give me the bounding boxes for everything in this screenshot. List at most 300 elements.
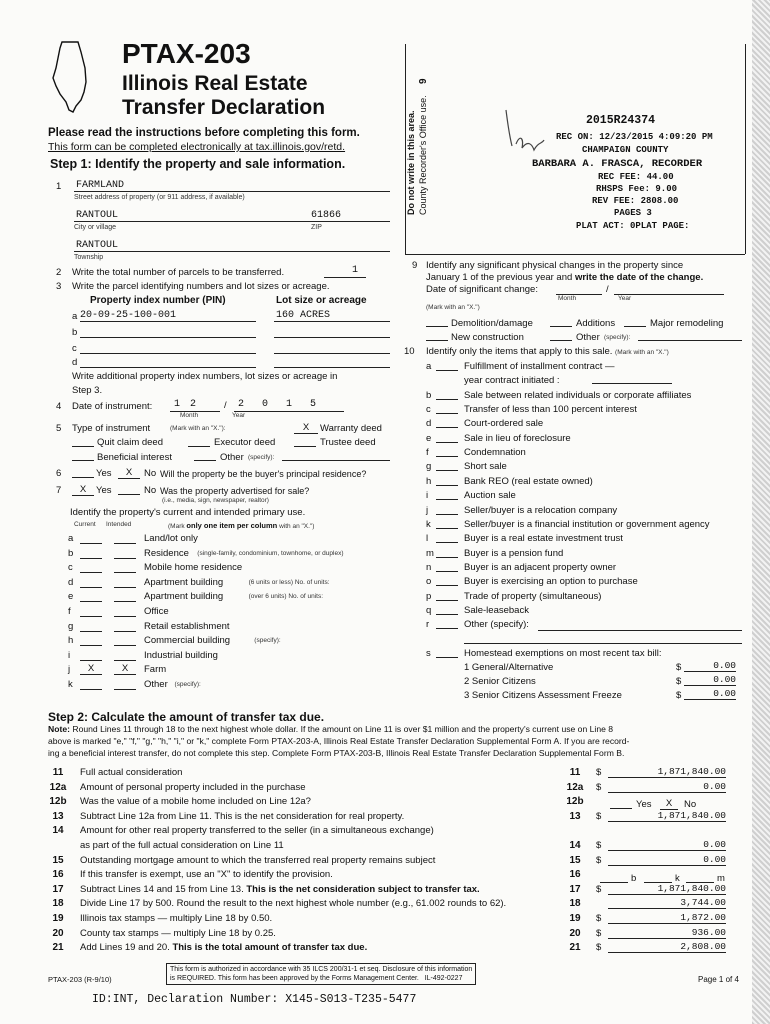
sale-item-label: year contract initiated : (464, 375, 560, 387)
sale-item-checkbox[interactable] (436, 585, 458, 586)
use-current-checkbox[interactable] (80, 532, 102, 544)
sale-item-letter: o (426, 576, 432, 588)
sidebar-number: 9 (418, 78, 429, 84)
sale-item-checkbox[interactable] (436, 370, 458, 371)
sale-item-label: Bank REO (real estate owned) (464, 475, 593, 487)
step2-note-line3: ing a beneficial interest transfer, do not complete this step. Complete Form PTAX-203-B, Illinois Real Estate Transfer Declaration Supplemental Form B. (48, 748, 625, 758)
q7-no-checkbox[interactable] (118, 494, 140, 495)
tax-line-amount[interactable]: 0.00 (608, 781, 726, 793)
q10-text: Identify only the items that apply to this sale. (Mark with an "X.") (426, 346, 669, 357)
tax-line-amount[interactable]: 3,744.00 (608, 897, 726, 909)
q9-line3: Date of significant change: (426, 284, 538, 295)
q10-number: 10 (404, 346, 415, 357)
use-letter: j (68, 664, 71, 676)
use-current-checkbox[interactable] (80, 590, 102, 602)
sale-item-letter: j (426, 504, 429, 516)
use-current-checkbox[interactable] (80, 576, 102, 588)
recorder-name: BARBARA A. FRASCA, RECORDER (532, 158, 703, 170)
use-label: Residence (144, 547, 189, 559)
sale-item-checkbox[interactable] (436, 442, 458, 443)
homestead-senior-label: 2 Senior Citizens (464, 676, 536, 687)
tax-line-number: 20 (52, 927, 64, 939)
pin-column-header: Property index number (PIN) (90, 295, 226, 306)
tax-line-text: Subtract Lines 14 and 15 from Line 13. This is the net consideration subject to transfer tax. (80, 883, 480, 895)
line7-number: 7 (56, 485, 62, 496)
q9-other-specify: (specify): (604, 334, 631, 341)
tax-line-dollar: $ (596, 840, 602, 851)
sale-item-checkbox[interactable] (436, 514, 458, 515)
tax-line-number: 19 (52, 913, 64, 924)
sale-item-label: Buyer is a real estate investment trust (464, 533, 623, 545)
sidebar-line2: County Recorder's Office use. (418, 95, 428, 215)
tax-line-number: 14 (52, 825, 64, 837)
use-note: (specify): (254, 637, 281, 645)
homestead-freeze-label: 3 Senior Citizens Assessment Freeze (464, 690, 622, 701)
use-label: Mobile home residence (144, 562, 243, 574)
tax-line-ref: 16 (569, 869, 581, 881)
sale-item-checkbox[interactable] (436, 628, 458, 629)
demolition-checkbox[interactable] (426, 326, 448, 327)
line12b-no-label: No (684, 799, 697, 810)
recorder-box-right-border (745, 44, 746, 254)
sale-item-label: Buyer is an adjacent property owner (464, 561, 617, 573)
sale-item-checkbox[interactable] (436, 571, 458, 572)
tax-line-dollar: $ (596, 854, 602, 866)
use-label: Retail establishment (144, 620, 230, 632)
sale-item-letter: g (426, 461, 432, 473)
q9-other-label: Other (576, 332, 600, 343)
q9-line1: Identify any significant physical changes in the property since (426, 260, 684, 271)
tax-line-number: 15 (52, 854, 64, 866)
use-label: Commercial building (144, 635, 231, 647)
date-year-field[interactable]: 2 0 1 5 (238, 399, 323, 410)
additional-pins-line1: Write additional property index numbers, lot sizes or acreage in (72, 371, 338, 382)
pin-b-field[interactable] (80, 337, 256, 338)
recorder-plat-act: PLAT ACT: 0PLAT PAGE: (576, 221, 690, 231)
parcels-count-field[interactable]: 1 (352, 265, 359, 276)
q9-other-field[interactable] (638, 340, 742, 341)
homestead-senior-value[interactable]: 0.00 (684, 674, 736, 686)
lot-d-field[interactable] (274, 367, 390, 368)
use-current-checkbox[interactable] (80, 605, 102, 617)
city-label: City or village (74, 224, 117, 231)
lot-c-field[interactable] (274, 353, 390, 354)
date-year-label: Year (232, 412, 246, 419)
date-month-field[interactable]: 1 2 (174, 399, 199, 410)
tax-line-number: 21 (52, 942, 64, 954)
line16-m-label: m (717, 873, 725, 884)
use-intended-checkbox[interactable] (114, 576, 136, 588)
line3-text: Write the parcel identifying numbers and lot sizes or acreage. (72, 281, 330, 292)
sale-other-field[interactable] (538, 630, 742, 631)
trustee-checkbox[interactable] (294, 446, 316, 447)
form-title-line1: Illinois Real Estate (122, 72, 308, 95)
use-letter: d (68, 576, 74, 588)
zip-label: ZIP (311, 224, 322, 231)
sale-item-letter: k (426, 518, 431, 530)
use-label: Apartment building (144, 591, 224, 603)
sale-item-label: Seller/buyer is a financial institution or government agency (464, 518, 710, 530)
recorder-rhsps-fee: RHSPS Fee: 9.00 (596, 184, 678, 194)
executor-checkbox[interactable] (188, 446, 210, 447)
q9-line2: January 1 of the previous year and write the date of the change. (426, 272, 704, 283)
sale-item-checkbox[interactable] (436, 456, 458, 457)
line12b-yes-checkbox[interactable] (610, 808, 632, 809)
q8-mark-note: (Mark only one item per column with an "X.") (168, 521, 315, 530)
use-intended-checkbox[interactable] (114, 649, 136, 661)
q6-yes-checkbox[interactable] (72, 477, 94, 478)
year-initiated-field[interactable] (592, 383, 672, 384)
tax-line-number: 18 (52, 898, 64, 910)
current-column-label: Current (74, 521, 96, 528)
line1-number: 1 (56, 181, 62, 192)
major-remodeling-checkbox[interactable] (624, 326, 646, 327)
date-month-label: Month (180, 412, 199, 419)
q7-yes-label: Yes (96, 485, 112, 496)
line2-number: 2 (56, 267, 62, 278)
footer-auth-line1: This form is authorized in accordance with 35 ILCS 200/31-1 et seq. Disclosure of this information (170, 966, 473, 973)
date-label: Date of instrument: (72, 401, 153, 412)
tax-line-ref: 18 (569, 898, 581, 910)
tax-line-number: 17 (52, 883, 64, 895)
use-current-checkbox[interactable] (80, 649, 102, 661)
tax-line-amount[interactable]: 0.00 (608, 854, 726, 866)
tax-line-dollar: $ (596, 781, 602, 793)
tax-line-ref: 11 (569, 767, 581, 778)
type-label: Type of instrument (72, 423, 151, 434)
instructions-bold: Please read the instructions before completing this form. (48, 127, 360, 139)
quit-claim-checkbox[interactable] (72, 446, 94, 447)
tax-line-ref: 13 (569, 810, 581, 822)
tax-line-amount[interactable]: 936.00 (608, 927, 726, 939)
tax-line-ref: 21 (569, 942, 581, 954)
township-field[interactable]: RANTOUL (76, 240, 119, 251)
footer-authorization-box (166, 963, 476, 985)
street-address-underline (74, 191, 390, 192)
other-instrument-checkbox[interactable] (194, 460, 216, 461)
homestead-general-label: 1 General/Alternative (464, 662, 554, 673)
homestead-general-value[interactable]: 0.00 (684, 660, 736, 672)
pin-d-field[interactable] (80, 367, 256, 368)
street-address-label: Street address of property (or 911 address, if available) (74, 194, 245, 201)
other-instrument-field[interactable] (282, 460, 390, 461)
recorder-county: CHAMPAIGN COUNTY (582, 145, 669, 155)
sale-item-letter: e (426, 432, 432, 444)
sale-item-letter: m (426, 547, 434, 559)
use-intended-checkbox[interactable] (114, 590, 136, 602)
tax-line-text: Amount of personal property included in the purchase (80, 781, 306, 793)
tax-line-text: Illinois tax stamps — multiply Line 18 by 0.50. (80, 913, 273, 924)
sale-item-checkbox[interactable] (436, 427, 458, 428)
footer-auth-line2: is REQUIRED. This form has been approved by the Forms Management Center. IL-492-0227 (170, 975, 463, 982)
use-intended-checkbox[interactable] (114, 532, 136, 544)
footer-form-id: PTAX-203 (R-9/10) (48, 975, 112, 984)
line12b-yes-label: Yes (636, 799, 652, 810)
sale-item-checkbox[interactable] (436, 528, 458, 529)
tax-line-ref: 15 (569, 854, 581, 866)
line3-number: 3 (56, 281, 62, 292)
use-current-checkbox[interactable] (80, 547, 102, 559)
tax-line-number: 12b (49, 796, 67, 808)
line12b-no-checkbox[interactable]: X (660, 798, 678, 810)
tax-line-amount[interactable]: 2,808.00 (608, 941, 726, 953)
line16-b-label: b (631, 873, 637, 884)
footer-page: Page 1 of 4 (698, 975, 739, 984)
additional-pins-line2: Step 3. (72, 385, 103, 396)
tax-line-amount[interactable]: 1,871,840.00 (608, 883, 726, 895)
q8-text: Identify the property's current and intended primary use. (70, 507, 306, 518)
additions-checkbox[interactable] (550, 326, 572, 327)
q7-no-label: No (144, 485, 157, 496)
scan-edge (752, 0, 770, 1024)
sale-item-letter: p (426, 590, 432, 602)
sale-item-letter: h (426, 475, 432, 487)
line2-text: Write the total number of parcels to be transferred. (72, 267, 285, 278)
q9-slash: / (606, 284, 609, 295)
township-label: Township (74, 254, 104, 261)
line5-number: 5 (56, 423, 62, 434)
homestead-checkbox[interactable] (436, 657, 458, 658)
use-label: Apartment building (144, 576, 224, 588)
q7-note: (i.e., media, sign, newspaper, realtor) (162, 497, 269, 504)
sale-item-letter: n (426, 561, 432, 573)
sale-item-checkbox[interactable] (436, 614, 458, 615)
use-letter: g (68, 620, 74, 632)
homestead-general-dollar: $ (676, 662, 682, 673)
sale-item-label: Trade of property (simultaneous) (464, 590, 602, 602)
sale-item-label: Court-ordered sale (464, 418, 544, 430)
declaration-id-line: ID:INT, Declaration Number: X145-S013-T235-5477 (92, 993, 417, 1006)
q9-other-checkbox[interactable] (550, 340, 572, 341)
tax-line-dollar: $ (596, 767, 602, 778)
use-current-checkbox[interactable] (80, 678, 102, 690)
pin-a-underline (80, 321, 256, 322)
form-title-line2: Transfer Declaration (122, 96, 326, 119)
q7-yes-checkbox[interactable]: X (72, 484, 94, 496)
new-construction-checkbox[interactable] (426, 340, 448, 341)
other-instrument-label: Other (220, 452, 244, 463)
zip-field[interactable]: 61866 (311, 210, 342, 221)
sidebar-line1: Do not write in this area. (406, 110, 416, 215)
sale-item-checkbox[interactable] (436, 470, 458, 471)
recorder-rev-fee: REV FEE: 2808.00 (592, 196, 679, 206)
sale-item-letter: q (426, 604, 432, 616)
sale-item-checkbox[interactable] (436, 542, 458, 543)
quit-claim-label: Quit claim deed (97, 437, 164, 448)
tax-line-number: 13 (52, 810, 64, 822)
line16-m-checkbox[interactable] (686, 882, 714, 883)
instructions-link[interactable]: This form can be completed electronically at tax.illinois.gov/retd. (48, 141, 346, 153)
use-letter: a (68, 533, 74, 544)
pin-d-letter: d (72, 357, 78, 368)
recorder-pages: PAGES 3 (614, 208, 652, 218)
homestead-letter: s (426, 648, 431, 659)
use-note: (6 units or less) No. of units: (248, 578, 330, 586)
executor-label: Executor deed (214, 437, 276, 448)
tax-line-amount[interactable]: 1,871,840.00 (608, 810, 726, 822)
tax-line-text: Full actual consideration (80, 767, 183, 778)
form-name: PTAX-203 (122, 38, 251, 69)
use-intended-checkbox[interactable] (114, 605, 136, 617)
use-label: Industrial building (144, 649, 218, 661)
tax-line-text: as part of the full actual consideration on Line 11 (80, 840, 284, 851)
q6-no-checkbox[interactable]: X (118, 467, 140, 479)
use-letter: e (68, 591, 74, 603)
sale-item-label: Fulfillment of installment contract — (464, 361, 615, 372)
other-instrument-specify: (specify): (248, 454, 275, 461)
homestead-freeze-dollar: $ (676, 690, 682, 701)
street-address-field[interactable]: FARMLAND (76, 180, 125, 191)
tax-line-text: If this transfer is exempt, use an "X" to identify the provision. (80, 869, 333, 881)
use-intended-checkbox[interactable] (114, 620, 136, 632)
sale-item-label: Seller/buyer is a relocation company (464, 504, 618, 516)
beneficial-checkbox[interactable] (72, 460, 94, 461)
step2-note-line1: Note: Round Lines 11 through 18 to the next highest whole dollar. If the amount on Line 11 is over $1 million and the property's current use on Line 8 (48, 724, 614, 734)
step1-title: Step 1: Identify the property and sale information. (50, 157, 346, 171)
use-note: (single-family, condominium, townhome, or duplex) (197, 549, 344, 557)
use-note: (over 6 units) No. of units: (248, 593, 324, 601)
demolition-label: Demolition/damage (451, 318, 533, 329)
sale-item-label: Transfer of less than 100 percent interest (464, 404, 637, 416)
tax-line-number: 16 (52, 869, 64, 881)
tax-line-text: Outstanding mortgage amount to which the transferred real property remains subject (80, 854, 436, 866)
homestead-senior-dollar: $ (676, 676, 682, 687)
additions-label: Additions (576, 318, 616, 329)
parcels-underline (324, 277, 366, 278)
tax-line-dollar: $ (596, 810, 602, 822)
use-intended-checkbox[interactable]: X (114, 663, 136, 675)
sale-item-label: Buyer is a pension fund (464, 547, 564, 559)
warranty-deed-label: Warranty deed (320, 423, 382, 434)
use-current-checkbox[interactable] (80, 634, 102, 646)
sale-item-letter: a (426, 361, 432, 372)
sale-item-checkbox[interactable] (436, 499, 458, 500)
line16-k-checkbox[interactable] (644, 882, 672, 883)
pin-b-letter: b (72, 327, 78, 338)
pin-c-field[interactable] (80, 353, 256, 354)
tax-line-dollar: $ (596, 927, 602, 939)
tax-line-text: County tax stamps — multiply Line 18 by 0.25. (80, 927, 276, 939)
warranty-deed-checkbox[interactable]: X (294, 422, 318, 434)
sale-item-label: Sale in lieu of foreclosure (464, 432, 571, 444)
tax-line-amount[interactable]: 1,871,840.00 (608, 766, 726, 778)
q7-text: Was the property advertised for sale? (160, 486, 310, 496)
trustee-label: Trustee deed (320, 437, 376, 448)
lot-b-field[interactable] (274, 337, 390, 338)
sale-item-label: Auction sale (464, 490, 516, 502)
use-label: Other (144, 679, 168, 690)
line4-number: 4 (56, 401, 62, 412)
homestead-freeze-value[interactable]: 0.00 (684, 688, 736, 700)
q9-number: 9 (412, 260, 418, 271)
use-current-checkbox[interactable] (80, 620, 102, 632)
use-letter: i (68, 649, 71, 661)
sale-item-letter: r (426, 619, 430, 631)
sale-item-label: Buyer is exercising an option to purchase (464, 576, 638, 588)
recorder-box-bottom-border (405, 254, 745, 255)
tax-line-dollar: $ (596, 883, 602, 895)
sale-item-checkbox[interactable] (436, 399, 458, 400)
city-field[interactable]: RANTOUL (76, 210, 119, 221)
beneficial-label: Beneficial interest (97, 452, 172, 463)
use-intended-checkbox[interactable] (114, 561, 136, 573)
sale-item-letter: b (426, 389, 432, 401)
date-slash: / (224, 400, 227, 411)
type-note: (Mark with an "X."): (170, 425, 226, 432)
date-year-underline (234, 411, 344, 412)
q9-month-label: Month (558, 295, 577, 302)
city-zip-underline (74, 221, 390, 222)
new-construction-label: New construction (451, 332, 524, 343)
sale-item-label: Sale between related individuals or corporate affiliates (464, 389, 692, 401)
line16-b-checkbox[interactable] (600, 882, 628, 883)
recorder-rec-fee: REC FEE: 44.00 (598, 172, 674, 182)
tax-line-text: Add Lines 19 and 20. This is the total amount of transfer tax due. (80, 942, 368, 954)
use-intended-checkbox[interactable] (114, 678, 136, 690)
homestead-text: Homestead exemptions on most recent tax bill: (464, 648, 662, 659)
q6-yes-label: Yes (96, 468, 112, 479)
sale-item-checkbox[interactable] (436, 485, 458, 486)
recorder-doc-number: 2015R24374 (586, 114, 656, 127)
intended-column-label: Intended (106, 521, 132, 528)
tax-line-text: Divide Line 17 by 500. Round the result to the next highest whole number (e.g., 61.002 rounds to 62). (80, 898, 507, 910)
sale-item-checkbox[interactable] (436, 600, 458, 601)
tax-line-amount[interactable]: 1,872.00 (608, 912, 726, 924)
tax-line-number: 11 (52, 767, 64, 778)
tax-line-dollar: $ (596, 942, 602, 954)
tax-line-ref: 17 (569, 883, 581, 895)
major-remodeling-label: Major remodeling (650, 318, 724, 329)
use-letter: c (68, 562, 73, 574)
sale-item-checkbox[interactable] (436, 557, 458, 558)
sale-item-label: Short sale (464, 461, 507, 473)
use-intended-checkbox[interactable] (114, 547, 136, 559)
illinois-map-icon (48, 38, 94, 116)
sale-item-label: Sale-leaseback (464, 604, 529, 616)
step2-note-line2: above is marked "e," "f," "g," "h," "i," or "k," complete Form PTAX-203-A, Illinois Real Estate Transfer Declaration Supplemental Form A. If you are record- (48, 736, 630, 746)
step2-title: Step 2: Calculate the amount of transfer tax due. (48, 710, 325, 724)
pin-a-field[interactable]: 20-09-25-100-001 (80, 310, 177, 321)
sale-item-label: Other (specify): (464, 619, 529, 631)
use-intended-checkbox[interactable] (114, 634, 136, 646)
tax-line-ref: 20 (569, 927, 581, 939)
lot-a-field[interactable]: 160 ACRES (276, 310, 331, 321)
sale-item-letter: f (426, 447, 429, 459)
lot-column-header: Lot size or acreage (276, 295, 367, 306)
pin-a-letter: a (72, 311, 78, 322)
sale-item-letter: l (426, 533, 429, 545)
tax-line-ref: 19 (569, 913, 581, 924)
use-label: Office (144, 606, 169, 617)
use-current-checkbox[interactable] (80, 561, 102, 573)
tax-line-number: 12a (49, 781, 67, 793)
sale-item-label: Condemnation (464, 447, 526, 459)
tax-line-dollar: $ (596, 913, 602, 924)
sale-item-letter: d (426, 418, 432, 430)
use-label: Farm (144, 664, 167, 676)
handwritten-initials-icon (498, 104, 554, 166)
tax-line-ref: 12b (566, 796, 584, 808)
tax-line-ref: 14 (569, 840, 581, 851)
sale-other-field-line2[interactable] (464, 643, 742, 644)
tax-line-amount[interactable]: 0.00 (608, 839, 726, 851)
use-letter: h (68, 635, 74, 647)
sale-item-checkbox[interactable] (436, 413, 458, 414)
use-current-checkbox[interactable]: X (80, 663, 102, 675)
q6-no-label: No (144, 468, 157, 479)
q9-year-label: Year (618, 295, 632, 302)
use-letter: b (68, 547, 74, 559)
